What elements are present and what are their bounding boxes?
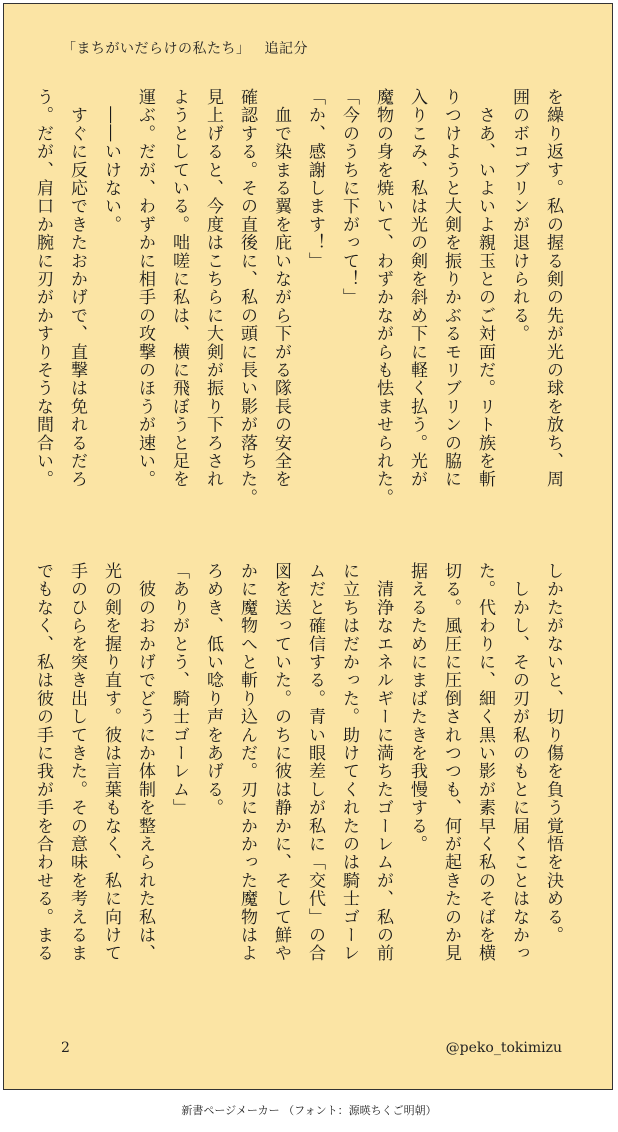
text-line: 囲のボコブリンが退けられる。 xyxy=(509,88,529,343)
text-line: 図を送っていた。のちに彼は静かに、そして鮮や xyxy=(271,562,291,963)
header-subtitle: 追記分 xyxy=(264,41,308,57)
text-line: 清浄なエネルギーに満ちたゴーレムが、私の前 xyxy=(373,562,393,963)
text-line: すぐに反応できたおかげで、直撃は免れるだろ xyxy=(67,88,87,489)
text-line: りつけようと大剣を振りかぶるモリブリンの脇に xyxy=(441,88,461,489)
text-line: 魔物の身を焼いて、わずかながらも怯ませられた。 xyxy=(373,88,393,507)
text-line: 切る。風圧に圧倒されつつも、何が起きたのか見 xyxy=(441,562,461,963)
text-block-top xyxy=(26,88,570,528)
header-title: 「まちがいだらけの私たち」 xyxy=(62,41,251,57)
author-handle: @peko_tokimizu xyxy=(445,1040,562,1056)
text-line: 確認する。その直後に、私の頭に長い影が落ちた。 xyxy=(237,88,257,507)
generator-credit: 新書ページメーカー （フォント：源暎ちくご明朝） xyxy=(181,1104,437,1117)
text-line: かに魔物へと斬り込んだ。刃にかかった魔物はよ xyxy=(237,562,257,963)
text-line: う。だが、肩口か腕に刃がかすりそうな間合い。 xyxy=(33,88,53,489)
text-line: 「今のうちに下がって！」 xyxy=(339,88,359,307)
text-line: 血で染まる翼を庇いながら下がる隊長の安全を xyxy=(271,88,291,489)
text-line: でもなく、私は彼の手に我が手を合わせる。まる xyxy=(33,562,53,963)
page-header xyxy=(62,38,308,58)
text-line: に立ちはだかった。助けてくれたのは騎士ゴーレ xyxy=(339,562,359,963)
text-line: 「か、感謝します！」 xyxy=(305,88,325,270)
text-line: ろめき、低い唸り声をあげる。 xyxy=(203,562,223,817)
text-line: 手のひらを突き出してきた。その意味を考えるま xyxy=(67,562,87,963)
page-number: 2 xyxy=(61,1040,70,1056)
text-line: を繰り返す。私の握る剣の先が光の球を放ち、周 xyxy=(543,88,563,489)
text-line: ――いけない。 xyxy=(101,88,121,234)
text-line: しかたがないと、切り傷を負う覚悟を決める。 xyxy=(543,562,563,945)
text-line: 「ありがとう、騎士ゴーレム」 xyxy=(169,562,189,817)
text-line: 見上げると、今度はこちらに大剣が振り下ろされ xyxy=(203,88,223,489)
text-line: 運ぶ。だが、わずかに相手の攻撃のほうが速い。 xyxy=(135,88,155,489)
text-line: 入りこみ、私は光の剣を斜め下に軽く払う。光が xyxy=(407,88,427,489)
book-page xyxy=(3,3,613,1090)
text-line: ようとしている。咄嗟に私は、横に飛ぼうと足を xyxy=(169,88,189,489)
text-line: ムだと確信する。青い眼差しが私に「交代」の合 xyxy=(305,562,325,963)
text-line: さあ、いよいよ親玉とのご対面だ。リト族を斬 xyxy=(475,88,495,489)
text-line: しかし、その刃が私のもとに届くことはなかっ xyxy=(509,562,529,963)
text-line: 光の剣を握り直す。彼は言葉もなく、私に向けて xyxy=(101,562,121,963)
text-line: 据えるためにまばたきを我慢する。 xyxy=(407,562,427,854)
text-block-bottom xyxy=(26,562,570,1002)
text-line: た。代わりに、細く黒い影が素早く私のそばを横 xyxy=(475,562,495,963)
text-line: 彼のおかげでどうにか体制を整えられた私は、 xyxy=(135,562,155,963)
